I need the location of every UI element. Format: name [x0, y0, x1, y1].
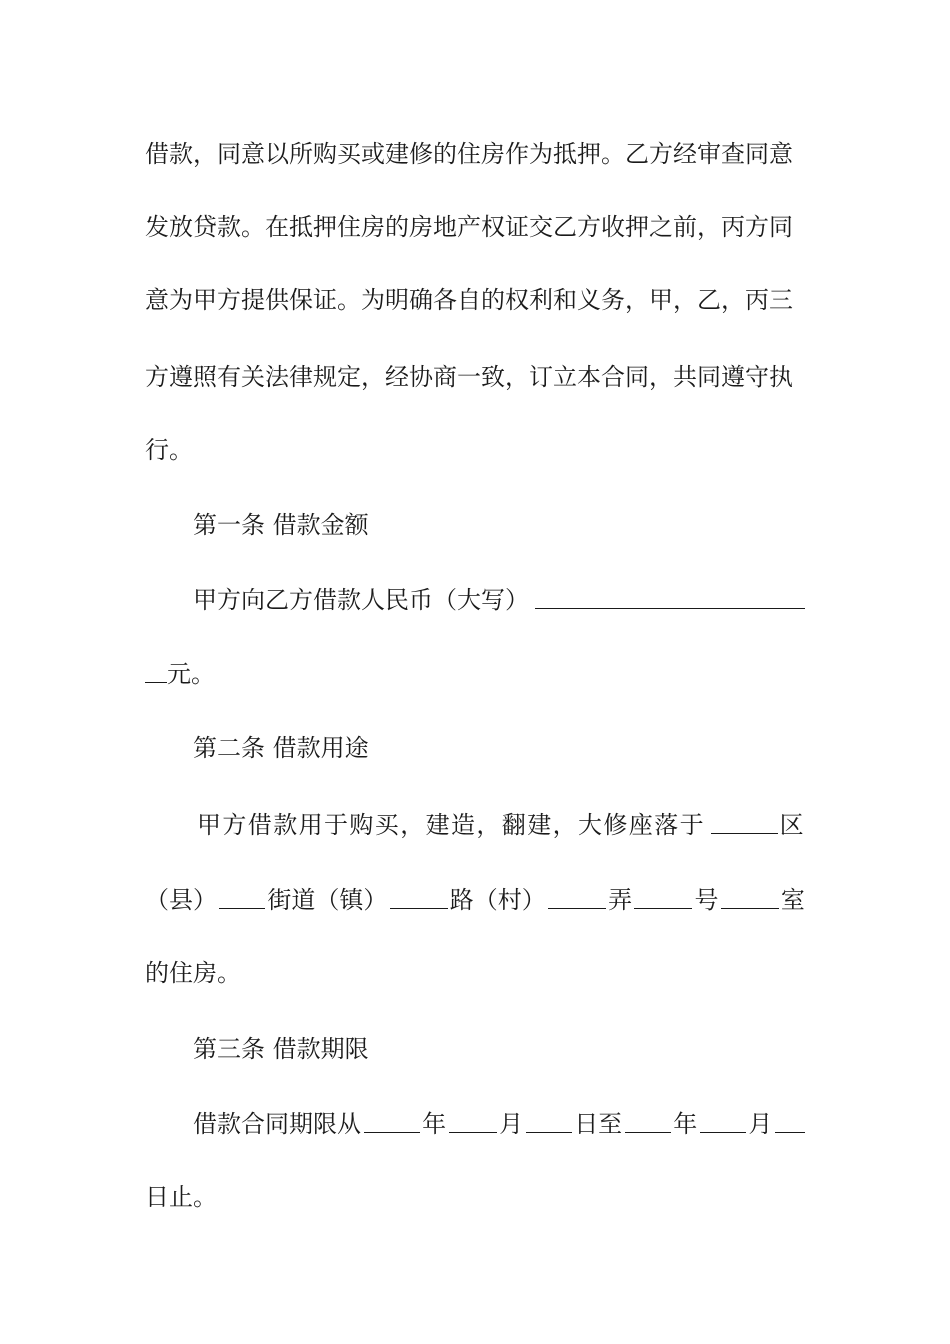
preamble-line-3: 意为甲方提供保证。为明确各自的权利和义务，甲，乙，丙三: [145, 286, 793, 314]
room-label: 室: [780, 886, 805, 914]
article-1-body: [193, 580, 805, 620]
road-label: 路（村）: [449, 886, 546, 914]
preamble-line-4: 方遵照有关法律规定，经协商一致，订立本合同，共同遵守执: [145, 363, 793, 391]
street-label: 街道（镇）: [267, 886, 388, 914]
article-3-body-prefix: 借款合同期限从: [193, 1110, 361, 1138]
amount-blank-continued: [145, 654, 167, 683]
end-day-blank: [775, 1104, 805, 1133]
start-day-to-label: 日至: [574, 1110, 623, 1138]
article-2-body-prefix: 甲方借款用于购买，建造，翻建，大修座落于: [197, 811, 705, 839]
article-3-body-end: 日止。: [145, 1183, 217, 1211]
article-3-body-line-1: [193, 1104, 805, 1144]
article-2-body-line-1: [197, 805, 805, 845]
county-label: （县）: [145, 886, 217, 914]
street-blank: [390, 880, 448, 909]
preamble-line-5: 行。: [145, 436, 193, 464]
article-3-title: 第三条 借款期限: [193, 1035, 369, 1063]
start-day-blank: [526, 1104, 572, 1133]
county-blank: [219, 880, 265, 909]
end-year-blank: [625, 1104, 671, 1133]
article-2-body-line-2: [145, 880, 805, 920]
number-label: 号: [694, 886, 719, 914]
preamble-line-1: 借款，同意以所购买或建修的住房作为抵押。乙方经审查同意: [145, 140, 793, 168]
article-1-title: 第一条 借款金额: [193, 511, 369, 539]
road-blank: [548, 880, 606, 909]
end-year-label: 年: [673, 1110, 698, 1138]
lane-blank: [634, 880, 692, 909]
start-month-blank: [449, 1104, 497, 1133]
article-1-body-suffix: 元。: [167, 660, 215, 688]
article-1-body-prefix: 甲方向乙方借款人民币（大写）: [193, 586, 529, 614]
district-blank: [711, 805, 778, 834]
preamble-line-2: 发放贷款。在抵押住房的房地产权证交乙方收押之前，丙方同: [145, 213, 793, 241]
article-2-body-end: 的住房。: [145, 959, 241, 987]
amount-blank: [535, 580, 805, 609]
article-2-title: 第二条 借款用途: [193, 734, 369, 762]
article-1-body-end: [145, 654, 805, 694]
start-year-blank: [364, 1104, 420, 1133]
start-year-label: 年: [422, 1110, 447, 1138]
number-blank: [721, 880, 779, 909]
start-month-label: 月: [499, 1110, 524, 1138]
district-label: 区: [779, 811, 805, 839]
lane-label: 弄: [608, 886, 633, 914]
end-month-blank: [700, 1104, 746, 1133]
end-month-label: 月: [748, 1110, 773, 1138]
